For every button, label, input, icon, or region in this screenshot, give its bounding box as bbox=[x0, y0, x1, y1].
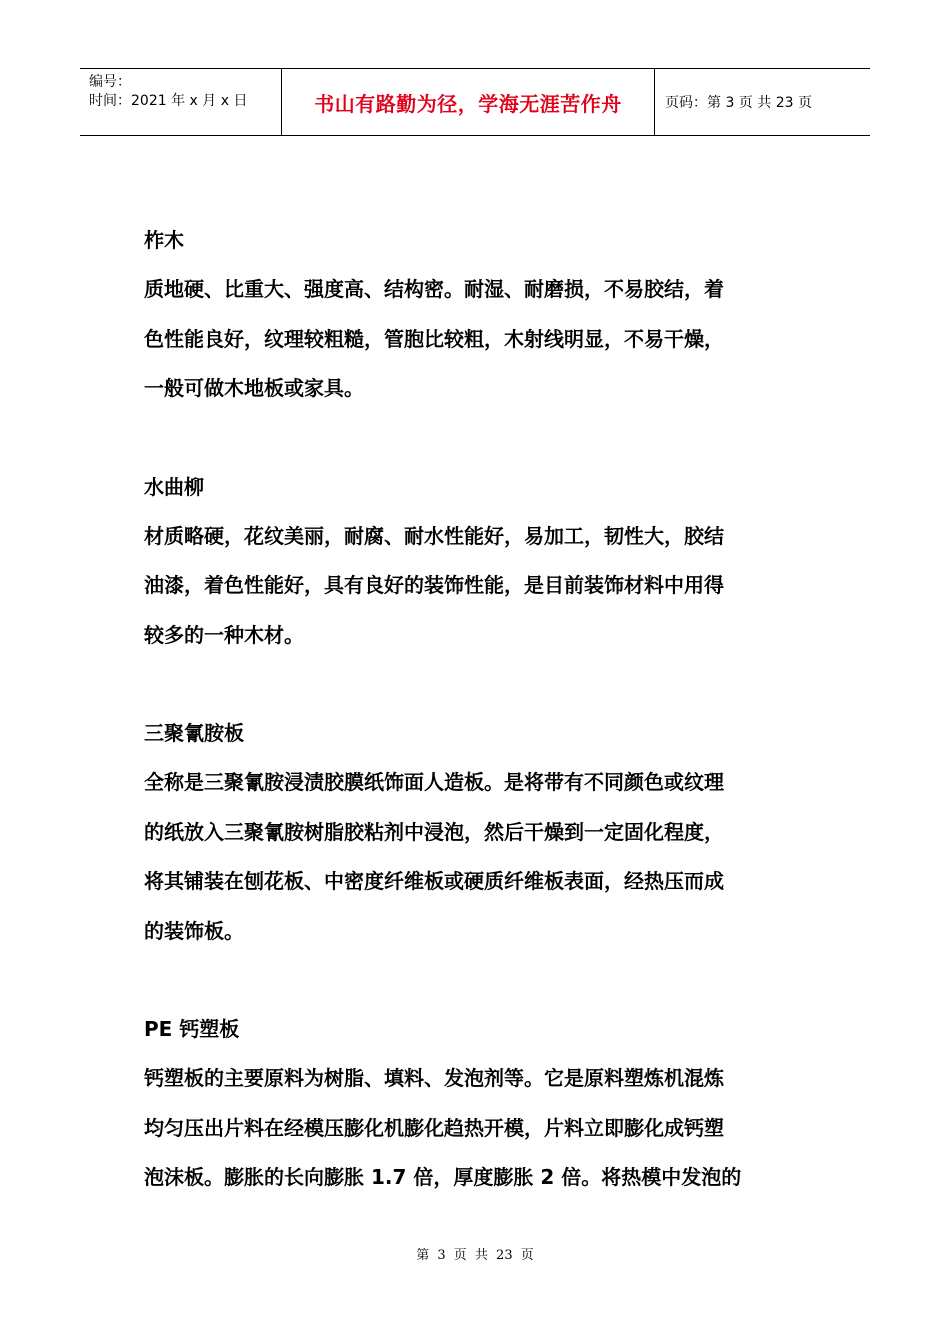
paragraph-line: 全称是三聚氰胺浸渍胶膜纸饰面人造板。是将带有不同颜色或纹理 bbox=[144, 770, 724, 794]
section-pe-calcium-plastic-board bbox=[144, 1005, 824, 1203]
header-table bbox=[80, 68, 870, 136]
paragraph-line: 将其铺装在刨花板、中密度纤维板或硬质纤维板表面，经热压而成 bbox=[144, 869, 724, 893]
number-label: 编号： bbox=[89, 74, 131, 90]
header-meta-cell bbox=[80, 69, 282, 135]
section-melamine-board bbox=[144, 709, 824, 956]
section-paragraph bbox=[144, 265, 824, 414]
section-paragraph bbox=[144, 1054, 824, 1203]
section-title: 三聚氰胺板 bbox=[144, 721, 244, 745]
section-title: PE 钙塑板 bbox=[144, 1017, 240, 1041]
section-title: 柞木 bbox=[144, 228, 184, 252]
paragraph-line: 色性能良好，纹理较粗糙，管胞比较粗，木射线明显，不易干燥， bbox=[144, 326, 724, 351]
paragraph-line: 的纸放入三聚氰胺树脂胶粘剂中浸泡，然后干燥到一定固化程度， bbox=[144, 819, 724, 844]
page-info: 页码：第 3 页 共 23 页 bbox=[665, 95, 812, 111]
page-footer bbox=[0, 1244, 950, 1263]
document-body bbox=[144, 216, 824, 1252]
paragraph-line: 钙塑板的主要原料为树脂、填料、发泡剂等。它是原料塑炼机混炼 bbox=[144, 1066, 724, 1090]
section-title: 水曲柳 bbox=[144, 474, 204, 499]
section-paragraph bbox=[144, 758, 824, 956]
section-zuomu bbox=[144, 216, 824, 414]
paragraph-line: 泡沫板。膨胀的长向膨胀 1.7 倍，厚度膨胀 2 倍。将热模中发泡的 bbox=[144, 1165, 742, 1189]
paragraph-line: 材质略硬，花纹美丽，耐腐、耐水性能好，易加工，韧性大，胶结 bbox=[144, 523, 724, 548]
paragraph-line: 一般可做木地板或家具。 bbox=[144, 376, 364, 400]
paragraph-line: 的装饰板。 bbox=[144, 918, 244, 943]
header-motto-cell bbox=[282, 69, 655, 135]
motto-text: 书山有路勤为径，学海无涯苦作舟 bbox=[314, 91, 622, 116]
section-paragraph bbox=[144, 512, 824, 661]
header-page-cell bbox=[655, 69, 870, 135]
paragraph-line: 质地硬、比重大、强度高、结构密。耐湿、耐磨损，不易胶结，着 bbox=[144, 277, 724, 301]
paragraph-line: 油漆，着色性能好，具有良好的装饰性能，是目前装饰材料中用得 bbox=[144, 573, 724, 597]
footer-page-number: 第 3 页 共 23 页 bbox=[416, 1248, 534, 1263]
paragraph-line: 均匀压出片料在经模压膨化机膨化趋热开模，片料立即膨化成钙塑 bbox=[144, 1115, 724, 1140]
time-label: 时间：2021 年 x 月 x 日 bbox=[89, 93, 248, 109]
section-shuiquliu bbox=[144, 463, 824, 661]
paragraph-line: 较多的一种木材。 bbox=[144, 622, 304, 647]
